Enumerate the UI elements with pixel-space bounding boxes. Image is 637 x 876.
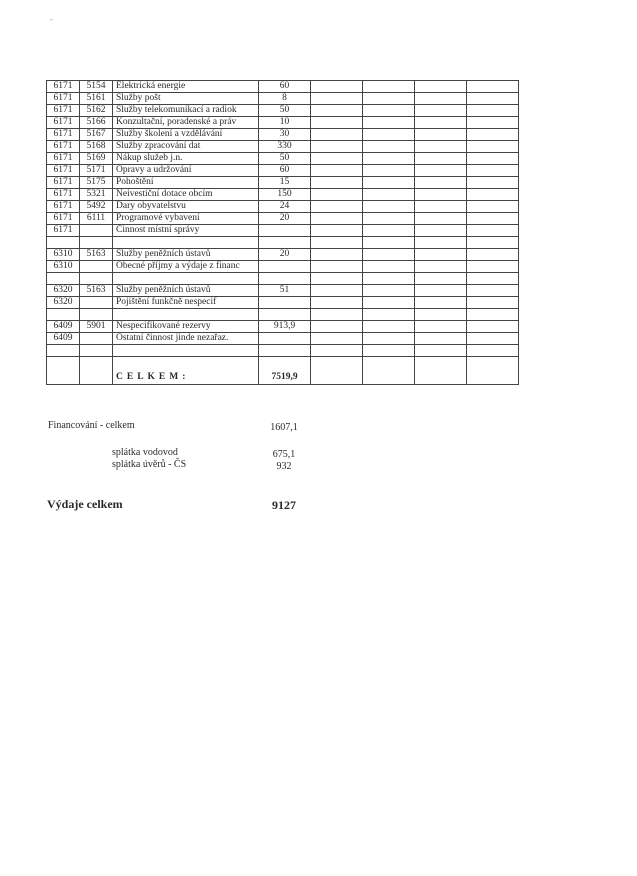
table-row xyxy=(47,81,519,93)
empty-cell xyxy=(467,237,519,249)
paragraph-cell: 6171 xyxy=(47,213,80,225)
grand-total-value: 9127 xyxy=(272,498,296,512)
empty-cell xyxy=(415,297,467,309)
item-cell xyxy=(80,333,113,345)
table-row xyxy=(47,273,519,285)
table-row xyxy=(47,309,519,321)
name-cell: Konzultační, poradenské a práv xyxy=(113,117,259,129)
table-row xyxy=(47,321,519,333)
empty-cell xyxy=(363,165,415,177)
value-cell: 24 xyxy=(259,201,311,213)
empty-cell xyxy=(467,273,519,285)
financing-value: 1607,1 xyxy=(270,422,298,433)
empty-cell xyxy=(467,93,519,105)
empty-cell xyxy=(415,261,467,273)
paragraph-cell: 6310 xyxy=(47,261,80,273)
empty-cell xyxy=(311,357,363,385)
empty-cell xyxy=(363,189,415,201)
item-cell: 5166 xyxy=(80,117,113,129)
table-row xyxy=(47,177,519,189)
paragraph-cell: 6320 xyxy=(47,297,80,309)
empty-cell xyxy=(467,117,519,129)
empty-cell xyxy=(47,357,80,385)
value-cell: 30 xyxy=(259,129,311,141)
empty-cell xyxy=(311,237,363,249)
value-cell xyxy=(259,261,311,273)
empty-cell xyxy=(363,273,415,285)
item-cell: 5492 xyxy=(80,201,113,213)
empty-cell xyxy=(415,141,467,153)
empty-cell xyxy=(311,117,363,129)
paragraph-cell: 6320 xyxy=(47,285,80,297)
paragraph-cell: 6171 xyxy=(47,153,80,165)
value-cell: 51 xyxy=(259,285,311,297)
value-cell: 50 xyxy=(259,105,311,117)
item-cell: 5162 xyxy=(80,105,113,117)
empty-cell xyxy=(363,297,415,309)
value-cell: 50 xyxy=(259,153,311,165)
paragraph-cell: 6409 xyxy=(47,333,80,345)
name-cell: Služby školení a vzdělávání xyxy=(113,129,259,141)
empty-cell xyxy=(467,189,519,201)
empty-cell xyxy=(311,273,363,285)
item-cell xyxy=(80,225,113,237)
empty-cell xyxy=(311,345,363,357)
value-cell: 10 xyxy=(259,117,311,129)
value-cell: 20 xyxy=(259,249,311,261)
empty-cell xyxy=(363,237,415,249)
table-row xyxy=(47,93,519,105)
paragraph-cell: 6171 xyxy=(47,165,80,177)
empty-cell xyxy=(415,213,467,225)
paragraph-cell: 6171 xyxy=(47,201,80,213)
table-row xyxy=(47,345,519,357)
empty-cell xyxy=(467,225,519,237)
item-cell xyxy=(80,273,113,285)
empty-cell xyxy=(467,129,519,141)
item-cell: 5168 xyxy=(80,141,113,153)
name-cell: Služby peněžních ústavů xyxy=(113,249,259,261)
total-row xyxy=(47,357,519,385)
empty-cell xyxy=(415,225,467,237)
empty-cell xyxy=(363,225,415,237)
total-label: CELKEM: xyxy=(113,357,259,385)
empty-cell xyxy=(363,81,415,93)
empty-cell xyxy=(467,309,519,321)
paragraph-cell: 6171 xyxy=(47,105,80,117)
value-cell: 60 xyxy=(259,165,311,177)
value-cell xyxy=(259,309,311,321)
empty-cell xyxy=(467,285,519,297)
paragraph-cell: 6171 xyxy=(47,225,80,237)
empty-cell xyxy=(363,153,415,165)
paragraph-cell xyxy=(47,237,80,249)
empty-cell xyxy=(467,105,519,117)
empty-cell xyxy=(311,141,363,153)
empty-cell xyxy=(467,141,519,153)
item-cell: 5161 xyxy=(80,93,113,105)
empty-cell xyxy=(415,153,467,165)
item-cell: 5163 xyxy=(80,249,113,261)
name-cell: Nespecifikované rezervy xyxy=(113,321,259,333)
name-cell: Činnost místní správy xyxy=(113,225,259,237)
value-cell: 330 xyxy=(259,141,311,153)
empty-cell xyxy=(415,117,467,129)
paragraph-cell xyxy=(47,273,80,285)
empty-cell xyxy=(363,261,415,273)
name-cell: Služby zpracování dat xyxy=(113,141,259,153)
item-cell xyxy=(80,261,113,273)
empty-cell xyxy=(363,93,415,105)
empty-cell xyxy=(415,165,467,177)
paragraph-cell: 6310 xyxy=(47,249,80,261)
paragraph-cell: 6409 xyxy=(47,321,80,333)
value-cell: 8 xyxy=(259,93,311,105)
value-cell xyxy=(259,237,311,249)
empty-cell xyxy=(311,309,363,321)
empty-cell xyxy=(467,357,519,385)
empty-cell xyxy=(311,165,363,177)
table-row xyxy=(47,189,519,201)
table-row xyxy=(47,285,519,297)
empty-cell xyxy=(311,285,363,297)
empty-cell xyxy=(311,153,363,165)
empty-cell xyxy=(415,345,467,357)
item-cell: 5901 xyxy=(80,321,113,333)
empty-cell xyxy=(467,201,519,213)
table-row xyxy=(47,249,519,261)
budget-table xyxy=(46,80,519,385)
item-cell xyxy=(80,297,113,309)
financing-item-label: splátka vodovod xyxy=(112,447,178,458)
paragraph-cell: 6171 xyxy=(47,129,80,141)
name-cell: Neivestiční dotace obcím xyxy=(113,189,259,201)
table-row xyxy=(47,105,519,117)
empty-cell xyxy=(415,237,467,249)
table-row xyxy=(47,333,519,345)
empty-cell xyxy=(363,357,415,385)
financing-item-value: 675,1 xyxy=(272,449,296,460)
value-cell xyxy=(259,273,311,285)
table-row xyxy=(47,225,519,237)
paragraph-cell: 6171 xyxy=(47,141,80,153)
budget-table-body xyxy=(47,81,519,385)
item-cell: 6111 xyxy=(80,213,113,225)
empty-cell xyxy=(467,261,519,273)
value-cell: 15 xyxy=(259,177,311,189)
table-row xyxy=(47,117,519,129)
paragraph-cell: 6171 xyxy=(47,81,80,93)
financing-label: Financování - celkem xyxy=(48,420,135,431)
value-cell: 60 xyxy=(259,81,311,93)
empty-cell xyxy=(363,129,415,141)
empty-cell xyxy=(415,273,467,285)
empty-cell xyxy=(415,189,467,201)
grand-total-label: Výdaje celkem xyxy=(47,497,123,511)
item-cell: 5175 xyxy=(80,177,113,189)
value-cell xyxy=(259,225,311,237)
empty-cell xyxy=(467,249,519,261)
name-cell: Opravy a udržování xyxy=(113,165,259,177)
name-cell xyxy=(113,273,259,285)
empty-cell xyxy=(363,213,415,225)
value-cell: 150 xyxy=(259,189,311,201)
empty-cell xyxy=(363,345,415,357)
paragraph-cell: 6171 xyxy=(47,117,80,129)
empty-cell xyxy=(467,81,519,93)
empty-cell xyxy=(363,201,415,213)
empty-cell xyxy=(363,117,415,129)
empty-cell xyxy=(363,141,415,153)
table-row xyxy=(47,237,519,249)
name-cell: Služby peněžních ústavů xyxy=(113,285,259,297)
value-cell: 20 xyxy=(259,213,311,225)
financing-item-label: splátka úvěrů - ČS xyxy=(112,459,187,470)
item-cell xyxy=(80,309,113,321)
empty-cell xyxy=(415,357,467,385)
empty-cell xyxy=(311,249,363,261)
table-row xyxy=(47,261,519,273)
empty-cell xyxy=(363,333,415,345)
empty-cell xyxy=(467,177,519,189)
item-cell xyxy=(80,345,113,357)
value-cell xyxy=(259,333,311,345)
paragraph-cell xyxy=(47,309,80,321)
empty-cell xyxy=(363,321,415,333)
empty-cell xyxy=(311,129,363,141)
empty-cell xyxy=(415,81,467,93)
paragraph-cell: 6171 xyxy=(47,93,80,105)
empty-cell xyxy=(467,321,519,333)
item-cell: 5169 xyxy=(80,153,113,165)
item-cell: 5154 xyxy=(80,81,113,93)
empty-cell xyxy=(80,357,113,385)
empty-cell xyxy=(467,345,519,357)
empty-cell xyxy=(311,105,363,117)
table-row xyxy=(47,153,519,165)
empty-cell xyxy=(415,177,467,189)
empty-cell xyxy=(415,285,467,297)
value-cell: 913,9 xyxy=(259,321,311,333)
empty-cell xyxy=(311,201,363,213)
name-cell: Služby pošt xyxy=(113,93,259,105)
empty-cell xyxy=(311,321,363,333)
name-cell xyxy=(113,345,259,357)
name-cell: Pojištění funkčně nespecif xyxy=(113,297,259,309)
empty-cell xyxy=(415,129,467,141)
empty-cell xyxy=(311,213,363,225)
name-cell: Elektrická energie xyxy=(113,81,259,93)
empty-cell xyxy=(415,321,467,333)
table-row xyxy=(47,213,519,225)
table-row xyxy=(47,165,519,177)
name-cell: Nákup služeb j.n. xyxy=(113,153,259,165)
table-row xyxy=(47,129,519,141)
table-row xyxy=(47,297,519,309)
table-row xyxy=(47,201,519,213)
paragraph-cell: 6171 xyxy=(47,189,80,201)
empty-cell xyxy=(467,165,519,177)
empty-cell xyxy=(467,333,519,345)
empty-cell xyxy=(415,105,467,117)
item-cell: 5171 xyxy=(80,165,113,177)
name-cell: Služby telekomunikací a radiok xyxy=(113,105,259,117)
empty-cell xyxy=(311,225,363,237)
total-value: 7519,9 xyxy=(259,357,311,385)
empty-cell xyxy=(415,333,467,345)
table-row xyxy=(47,141,519,153)
empty-cell xyxy=(415,201,467,213)
empty-cell xyxy=(311,93,363,105)
name-cell xyxy=(113,309,259,321)
empty-cell xyxy=(311,297,363,309)
item-cell: 5321 xyxy=(80,189,113,201)
name-cell: Programové vybavení xyxy=(113,213,259,225)
name-cell: Ostatní činnost jinde nezařaz. xyxy=(113,333,259,345)
paragraph-cell xyxy=(47,345,80,357)
value-cell xyxy=(259,297,311,309)
empty-cell xyxy=(467,213,519,225)
page-mark: - xyxy=(50,15,53,24)
empty-cell xyxy=(467,153,519,165)
financing-item-value: 932 xyxy=(276,461,292,472)
empty-cell xyxy=(415,93,467,105)
empty-cell xyxy=(363,105,415,117)
name-cell: Obecné příjmy a výdaje z financ xyxy=(113,261,259,273)
empty-cell xyxy=(415,249,467,261)
empty-cell xyxy=(311,177,363,189)
empty-cell xyxy=(311,261,363,273)
name-cell xyxy=(113,237,259,249)
empty-cell xyxy=(363,177,415,189)
empty-cell xyxy=(415,309,467,321)
empty-cell xyxy=(311,189,363,201)
name-cell: Dary obyvatelstvu xyxy=(113,201,259,213)
value-cell xyxy=(259,345,311,357)
empty-cell xyxy=(467,297,519,309)
empty-cell xyxy=(363,249,415,261)
item-cell xyxy=(80,237,113,249)
empty-cell xyxy=(363,285,415,297)
name-cell: Pohoštění xyxy=(113,177,259,189)
item-cell: 5167 xyxy=(80,129,113,141)
empty-cell xyxy=(311,81,363,93)
item-cell: 5163 xyxy=(80,285,113,297)
empty-cell xyxy=(363,309,415,321)
paragraph-cell: 6171 xyxy=(47,177,80,189)
empty-cell xyxy=(311,333,363,345)
